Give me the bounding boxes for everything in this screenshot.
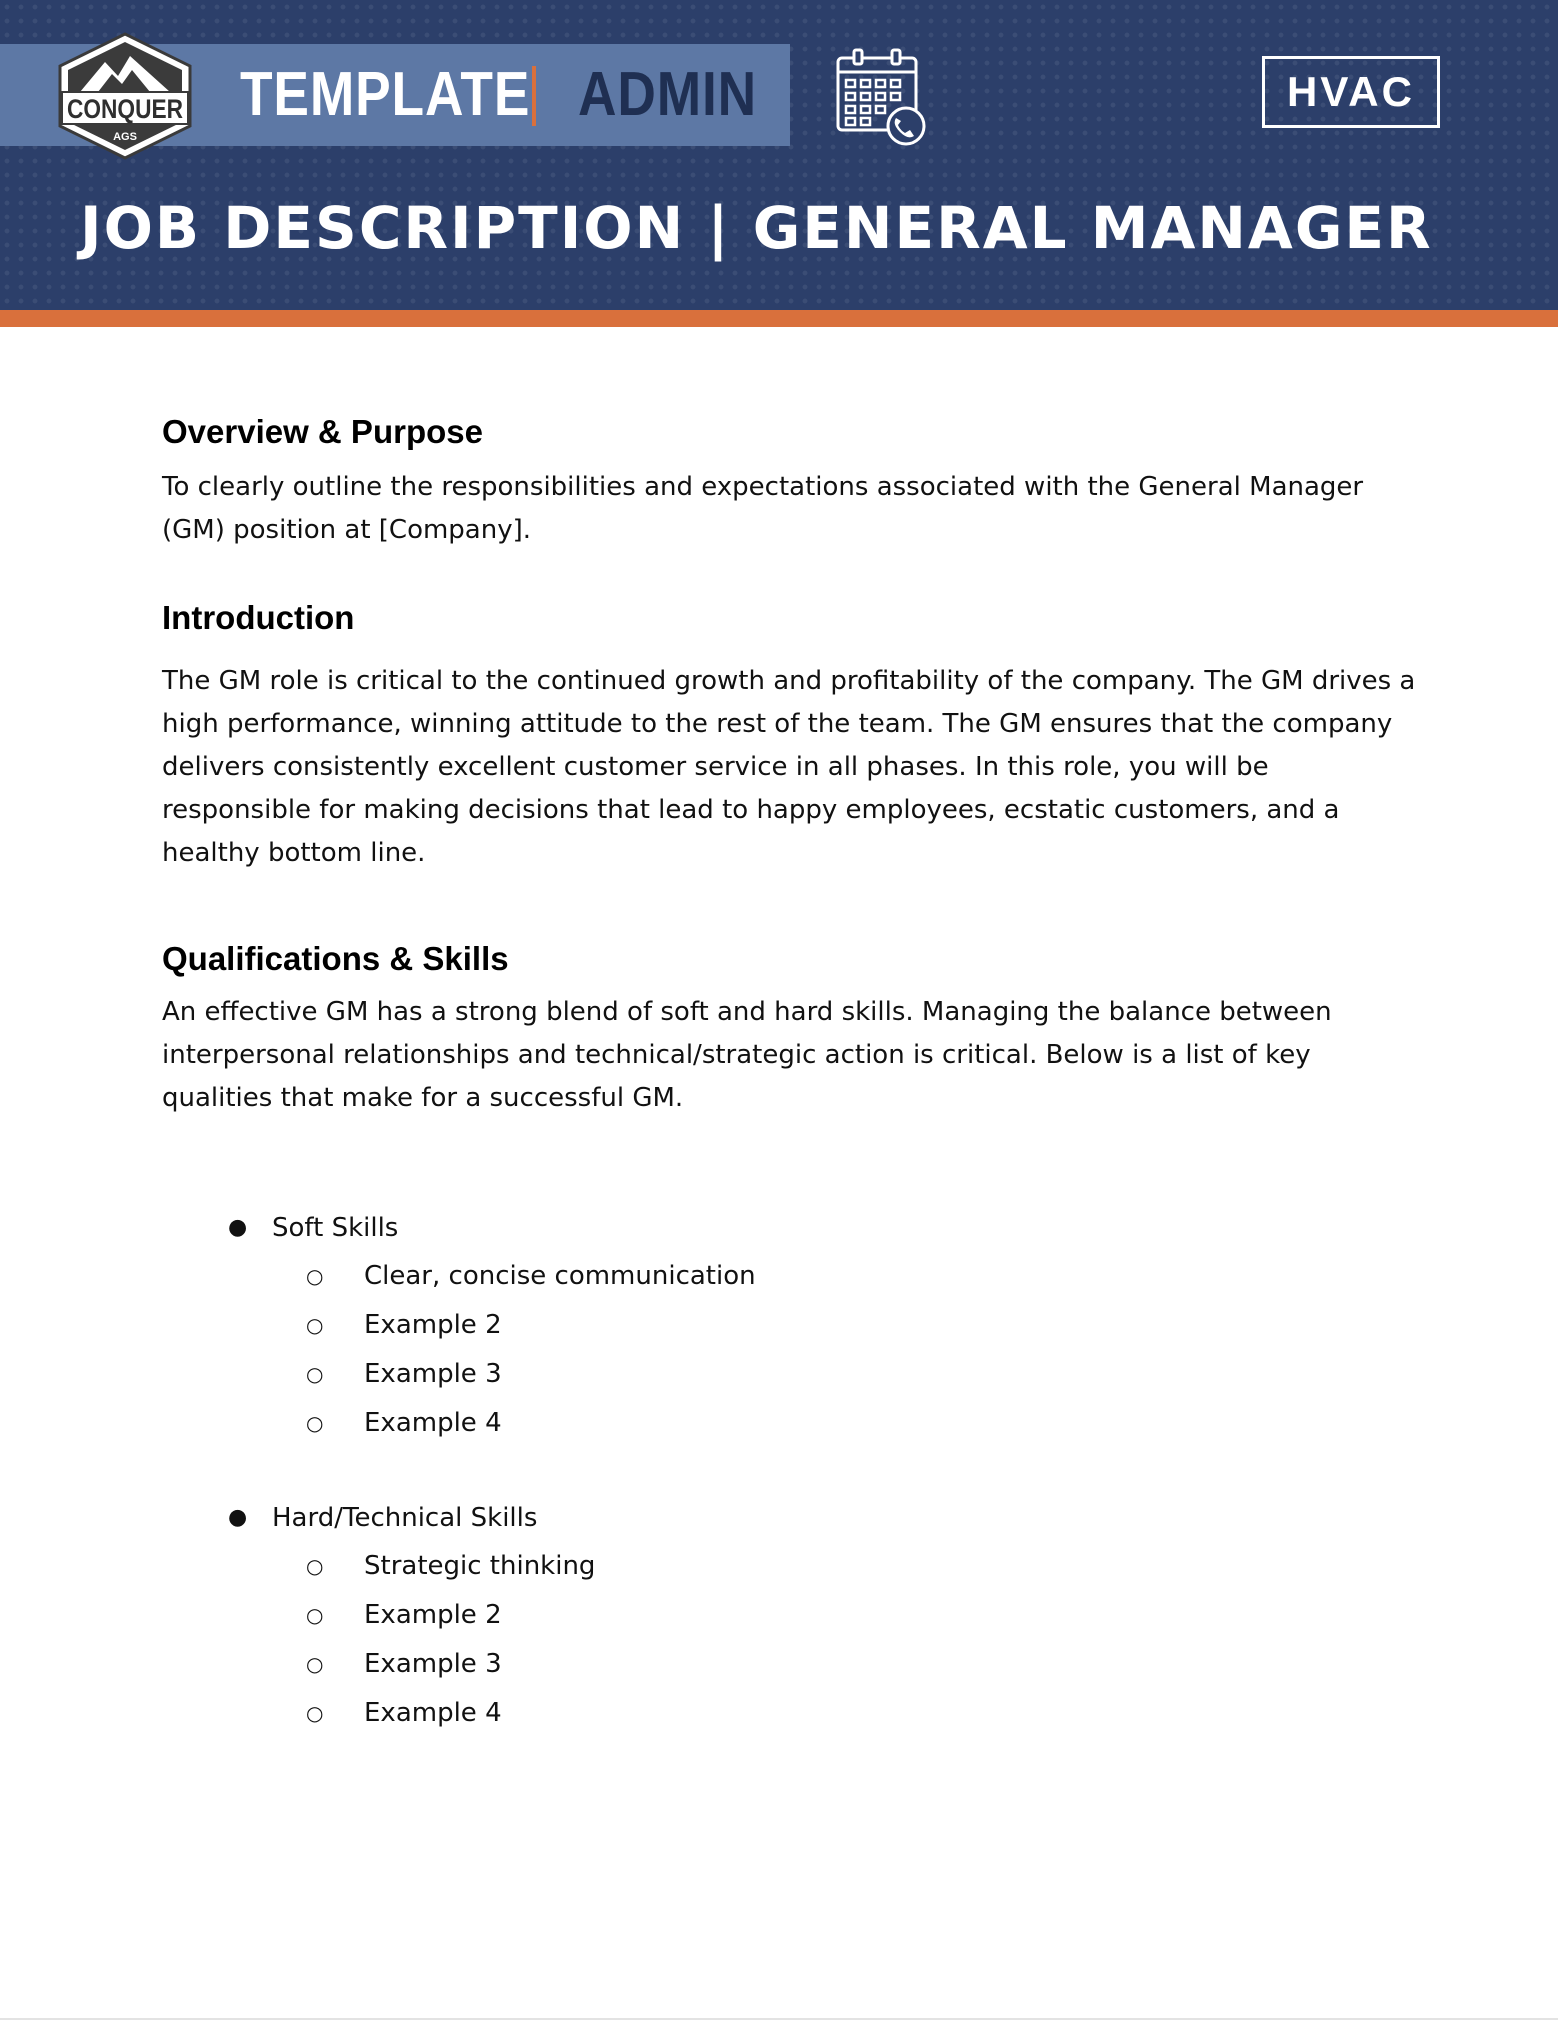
hollow-bullet-icon: ○ [306,1652,324,1676]
section-introduction [162,596,1422,875]
list-item [162,1204,1422,1448]
brand-separator [532,66,536,126]
skill-group-label: Soft Skills [272,1213,399,1243]
category-badge [1262,56,1440,128]
skill-item: Example 3 [364,1649,502,1679]
brand-template: TEMPLATE [240,60,531,129]
section-heading: Overview & Purpose [162,413,483,450]
hollow-bullet-icon: ○ [306,1411,324,1435]
list-item [272,1542,1422,1591]
list-item [272,1350,1422,1399]
brand-admin: ADMIN [578,60,758,129]
hollow-bullet-icon: ○ [306,1554,324,1578]
bullet-icon: ● [228,1505,248,1530]
category-badge-label: HVAC [1287,68,1415,115]
list-item [272,1399,1422,1448]
skill-item: Example 3 [364,1359,502,1389]
hollow-bullet-icon: ○ [306,1362,324,1386]
list-item [272,1301,1422,1350]
document-body [162,410,1422,1738]
calendar-phone-icon [834,46,930,146]
hollow-bullet-icon: ○ [306,1603,324,1627]
sub-list [272,1542,1422,1738]
skill-item: Example 4 [364,1698,502,1728]
logo-subtext: AGS [113,131,137,143]
hollow-bullet-icon: ○ [306,1313,324,1337]
list-item [272,1689,1422,1738]
skill-item: Strategic thinking [364,1551,596,1581]
conquer-logo [50,30,200,162]
section-paragraph: To clearly outline the responsibilities and expectations associated with the General Manager (GM) position at [Company]. [162,472,1364,545]
header-accent-bar [0,310,1558,327]
list-item [272,1591,1422,1640]
section-qualifications [162,937,1422,1120]
hollow-bullet-icon: ○ [306,1701,324,1725]
list-item [162,1494,1422,1738]
skill-group-label: Hard/Technical Skills [272,1503,538,1533]
skill-item: Example 2 [364,1600,502,1630]
page-bottom-rule [0,2018,1558,2020]
list-item [272,1640,1422,1689]
section-overview [162,410,1422,552]
section-heading: Qualifications & Skills [162,940,509,977]
skill-item: Example 4 [364,1408,502,1438]
section-paragraph: An effective GM has a strong blend of soft and hard skills. Managing the balance between interpersonal relationships and technical/strategic action is critical. Below is a list of key qualities that make for a successful GM. [162,997,1332,1113]
document-title: JOB DESCRIPTION | GENERAL MANAGER [80,194,1433,262]
section-paragraph: The GM role is critical to the continued growth and profitability of the company. The GM drives a high performance, winning attitude to the rest of the team. The GM ensures that the company delivers consistently excellent customer service in all phases. In this role, you will be responsible for making decisions that lead to happy employees, ecstatic customers, and a healthy bottom line. [162,666,1416,868]
bullet-icon: ● [228,1215,248,1240]
skills-list [162,1204,1422,1738]
logo-text: CONQUER [67,94,183,124]
section-heading: Introduction [162,599,355,636]
hollow-bullet-icon: ○ [306,1264,324,1288]
skill-item: Example 2 [364,1310,502,1340]
list-item [272,1252,1422,1301]
skill-item: Clear, concise communication [364,1261,756,1291]
sub-list [272,1252,1422,1448]
